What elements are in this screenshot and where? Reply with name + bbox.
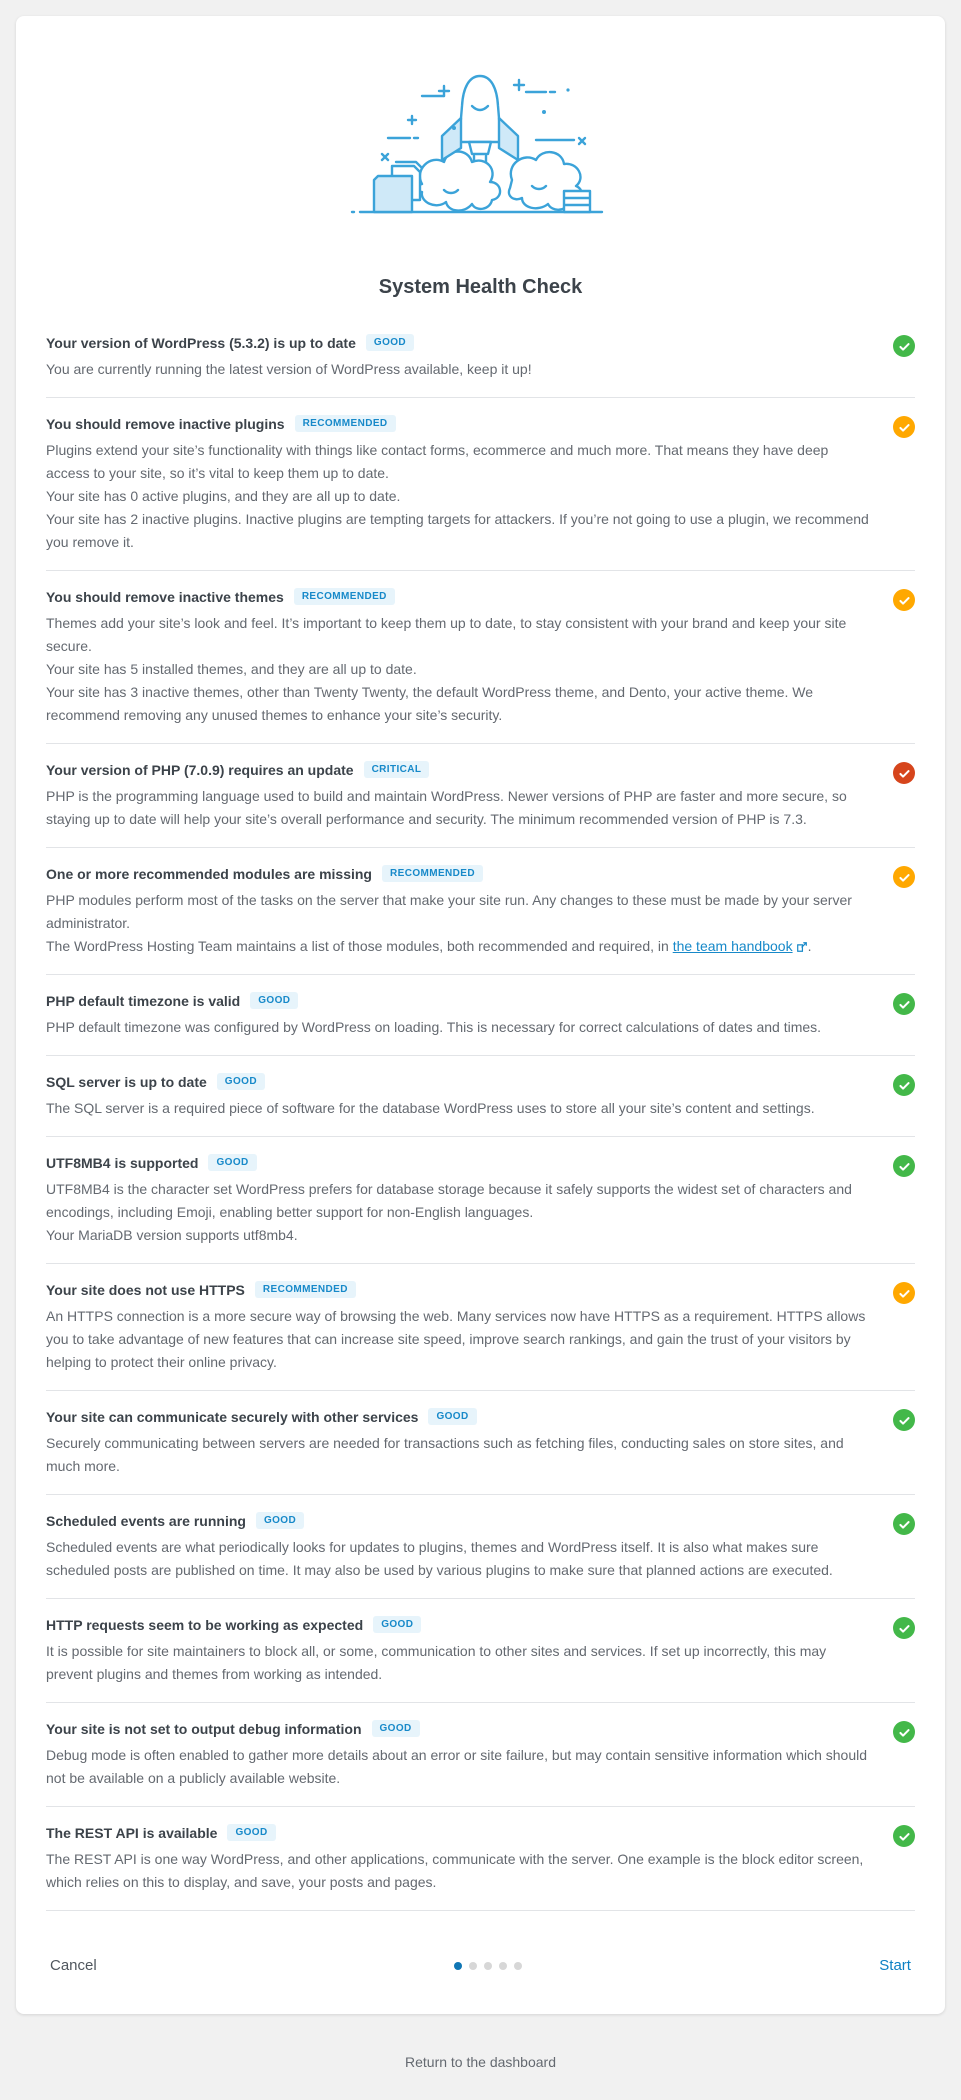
health-check-item [46,744,915,848]
status-badge: RECOMMENDED [295,415,396,432]
good-check-icon [893,335,915,357]
status-badge: CRITICAL [364,761,430,778]
item-title: SQL server is up to date [46,1073,207,1090]
pagination-dot-5 [514,1962,522,1970]
item-title-row [46,1281,875,1298]
start-button[interactable]: Start [879,1957,911,1974]
rocket-launch-illustration [326,60,636,225]
health-check-item [46,1056,915,1137]
item-content [46,585,893,727]
item-description-block [46,1744,875,1790]
item-description: PHP modules perform most of the tasks on the server that make your site run. Any changes to these must be made by your server administrator. [46,892,852,931]
pagination-dot-1 [454,1962,462,1970]
status-badge: RECOMMENDED [294,588,395,605]
item-description: Securely communicating between servers are needed for transactions such as fetching files, conducting sales on store sites, and much more. [46,1435,844,1474]
health-check-item [46,1703,915,1807]
item-title-row [46,992,875,1009]
item-title: PHP default timezone is valid [46,992,241,1009]
good-check-icon [893,1074,915,1096]
item-title: HTTP requests seem to be working as expected [46,1616,364,1633]
item-title-row [46,1512,875,1529]
item-title: Your site is not set to output debug information [46,1720,362,1737]
item-description: Themes add your site’s look and feel. It’s important to keep them up to date, to stay consistent with your brand and keep your site secure. [46,615,847,654]
pagination-dot-4 [499,1962,507,1970]
item-content [46,1509,893,1582]
health-check-item [46,1495,915,1599]
item-description: You are currently running the latest version of WordPress available, keep it up! [46,361,532,377]
health-check-item [46,571,915,744]
item-title-row [46,334,875,351]
recommended-check-icon [893,1282,915,1304]
team-handbook-link[interactable]: the team handbook [673,938,808,954]
health-check-list [46,325,915,1911]
item-content [46,758,893,831]
item-description-block [46,889,875,958]
item-content [46,1278,893,1374]
cancel-button[interactable]: Cancel [50,1957,97,1974]
item-title: Your site can communicate securely with other services [46,1408,419,1425]
good-check-icon [893,1513,915,1535]
pagination-dots [454,1962,522,1970]
item-content [46,862,893,958]
item-title: You should remove inactive plugins [46,415,285,432]
item-content [46,989,893,1039]
status-badge: RECOMMENDED [255,1281,356,1298]
good-check-icon [893,1721,915,1743]
item-content [46,331,893,381]
health-check-item [46,1137,915,1264]
status-badge: GOOD [372,1720,420,1737]
description-text: . [807,938,812,954]
status-badge: GOOD [256,1512,304,1529]
item-description [46,935,875,958]
item-description-block [46,1640,875,1686]
item-description: Your MariaDB version supports utf8mb4. [46,1227,298,1243]
item-description: PHP is the programming language used to build and maintain WordPress. Newer versions of PHP are faster and more secure, so staying up to date will help your site’s overall performance and security. The minimum recommended version of PHP is 7.3. [46,788,847,827]
health-check-item [46,398,915,571]
item-description-block [46,1536,875,1582]
item-description: Your site has 2 inactive plugins. Inactive plugins are tempting targets for attackers. If you’re not going to use a plugin, we recommend you remove it. [46,511,869,550]
good-check-icon [893,1155,915,1177]
status-badge: GOOD [366,334,414,351]
item-description: Your site has 0 active plugins, and they are all up to date. [46,488,401,504]
good-check-icon [893,1409,915,1431]
status-badge: GOOD [208,1154,256,1171]
good-check-icon [893,1617,915,1639]
return-link-wrap [0,2054,961,2072]
item-title-row [46,1408,875,1425]
item-description-block [46,1016,875,1039]
item-title-row [46,1616,875,1633]
health-check-card [16,16,945,2014]
item-description: An HTTPS connection is a more secure way of browsing the web. Many services now have HTTPS as a requirement. HTTPS allows you to take advantage of new features that can increase site speed, improve search rankings, and gain the trust of your visitors by helping to protect their online privacy. [46,1308,866,1370]
item-title: Your version of PHP (7.0.9) requires an update [46,761,354,778]
health-check-item [46,1807,915,1911]
item-title-row [46,415,875,432]
item-title-row [46,1073,875,1090]
good-check-icon [893,1825,915,1847]
item-title-row [46,1720,875,1737]
item-description: It is possible for site maintainers to block all, or some, communication to other sites and services. If set up incorrectly, this may prevent plugins and themes from working as intended. [46,1643,827,1682]
item-description-block [46,1432,875,1478]
recommended-check-icon [893,416,915,438]
health-check-item [46,1264,915,1391]
health-check-item [46,848,915,975]
item-content [46,1151,893,1247]
item-title: UTF8MB4 is supported [46,1154,199,1171]
item-description: Plugins extend your site’s functionality with things like contact forms, ecommerce and much more. That means they have deep access to your site, so it’s vital to keep them up to date. [46,442,829,481]
recommended-check-icon [893,589,915,611]
item-title: You should remove inactive themes [46,588,284,605]
item-description-block [46,612,875,727]
item-title: Your version of WordPress (5.3.2) is up to date [46,334,356,351]
critical-check-icon [893,762,915,784]
item-title: The REST API is available [46,1824,218,1841]
item-description-block [46,1097,875,1120]
item-description: PHP default timezone was configured by WordPress on loading. This is necessary for correct calculations of dates and times. [46,1019,822,1035]
item-description-block [46,1848,875,1894]
health-check-item [46,325,915,398]
item-description-block [46,1305,875,1374]
status-badge: GOOD [373,1616,421,1633]
item-title-row [46,761,875,778]
item-description: UTF8MB4 is the character set WordPress prefers for database storage because it safely supports the widest set of characters and encodings, including Emoji, enabling better support for non-English languages. [46,1181,852,1220]
health-check-item [46,1391,915,1495]
item-content [46,1717,893,1790]
pagination-dot-2 [469,1962,477,1970]
recommended-check-icon [893,866,915,888]
item-description: The REST API is one way WordPress, and other applications, communicate with the server. One example is the block editor screen, which relies on this to display, and save, your posts and pages. [46,1851,864,1890]
health-check-item [46,975,915,1056]
item-description-block [46,439,875,554]
status-badge: GOOD [428,1408,476,1425]
health-check-item [46,1599,915,1703]
return-to-dashboard-link[interactable]: Return to the dashboard [405,2054,556,2070]
status-badge: GOOD [217,1073,265,1090]
wizard-footer [46,1911,915,1980]
item-description-block [46,358,875,381]
item-content [46,1070,893,1120]
illustration-wrap [46,60,915,230]
external-link-icon [796,941,808,953]
item-description-block [46,1178,875,1247]
item-title: Scheduled events are running [46,1512,246,1529]
item-content [46,1613,893,1686]
status-badge: GOOD [227,1824,275,1841]
status-badge: GOOD [250,992,298,1009]
item-title-row [46,588,875,605]
item-title-row [46,865,875,882]
item-title-row [46,1154,875,1171]
description-text: The WordPress Hosting Team maintains a list of those modules, both recommended and required, in [46,938,673,954]
good-check-icon [893,993,915,1015]
item-content [46,1821,893,1894]
item-title: Your site does not use HTTPS [46,1281,245,1298]
page-title: System Health Check [378,276,583,298]
item-content [46,1405,893,1478]
item-title: One or more recommended modules are missing [46,865,372,882]
item-description: The SQL server is a required piece of software for the database WordPress uses to store all your site’s content and settings. [46,1100,815,1116]
item-content [46,412,893,554]
item-title-row [46,1824,875,1841]
item-description: Scheduled events are what periodically looks for updates to plugins, themes and WordPress itself. It is also what makes sure scheduled posts are published on time. It may also be used by various plugins to make sure that planned actions are executed. [46,1539,833,1578]
status-badge: RECOMMENDED [382,865,483,882]
item-description: Your site has 5 installed themes, and they are all up to date. [46,661,417,677]
pagination-dot-3 [484,1962,492,1970]
item-description: Your site has 3 inactive themes, other than Twenty Twenty, the default WordPress theme, and Dento, your active theme. We recommend removing any unused themes to enhance your site’s security. [46,684,814,723]
item-description: Debug mode is often enabled to gather more details about an error or site failure, but may contain sensitive information which should not be available on a publicly available website. [46,1747,868,1786]
item-description-block [46,785,875,831]
